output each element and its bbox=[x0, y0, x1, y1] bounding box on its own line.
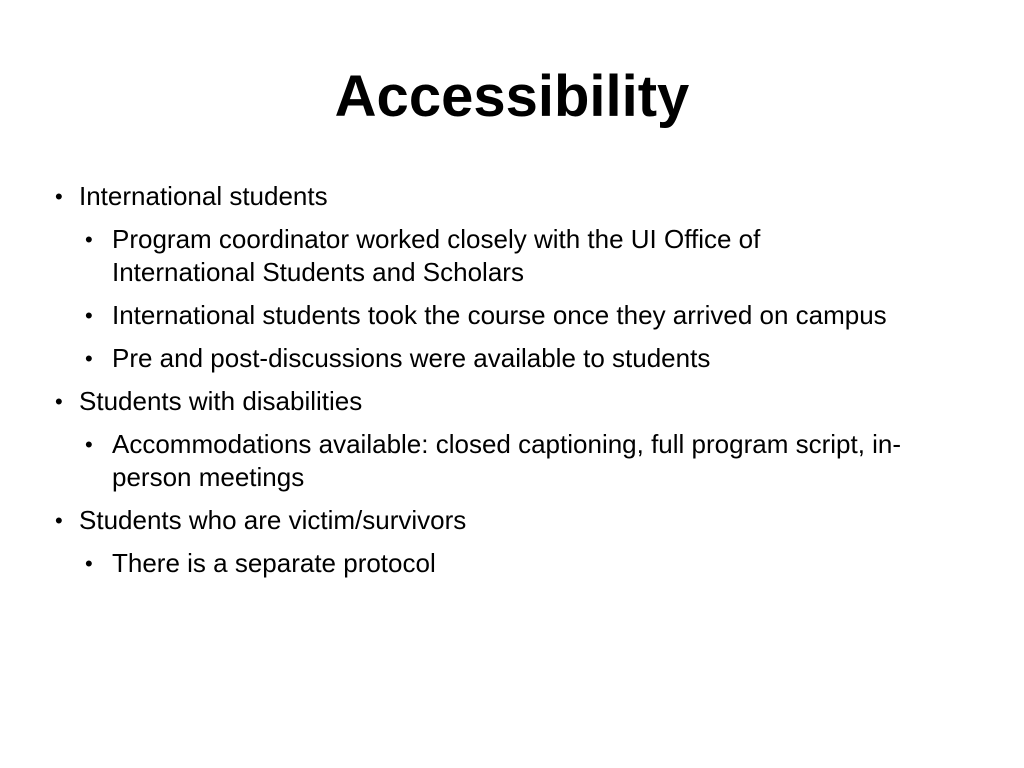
sub-bullet-list bbox=[79, 223, 950, 375]
bullet-icon: • bbox=[85, 227, 93, 252]
bullet-text: Students who are victim/survivors bbox=[79, 505, 467, 535]
bullet-text: Students with disabilities bbox=[79, 386, 363, 416]
bullet-icon: • bbox=[55, 184, 63, 209]
bullet-icon: • bbox=[85, 303, 93, 328]
bullet-icon: • bbox=[85, 346, 93, 371]
sub-bullet-text: There is a separate protocol bbox=[112, 548, 436, 578]
bullet-list bbox=[50, 180, 950, 590]
bullet-item-international-students bbox=[50, 180, 950, 375]
bullet-icon: • bbox=[55, 389, 63, 414]
sub-bullet-item bbox=[79, 299, 902, 332]
bullet-icon: • bbox=[85, 551, 93, 576]
sub-bullet-text: Program coordinator worked closely with the UI Office of International Students and Scholars bbox=[112, 224, 761, 287]
sub-bullet-list bbox=[79, 547, 950, 580]
sub-bullet-item bbox=[79, 428, 902, 494]
bullet-text: International students bbox=[79, 181, 328, 211]
sub-bullet-list bbox=[79, 428, 950, 494]
sub-bullet-text: International students took the course once they arrived on campus bbox=[112, 300, 887, 330]
bullet-item-victim-survivors bbox=[50, 504, 950, 580]
bullet-icon: • bbox=[55, 508, 63, 533]
sub-bullet-item bbox=[79, 547, 902, 580]
sub-bullet-text: Pre and post-discussions were available to students bbox=[112, 343, 711, 373]
sub-bullet-item bbox=[79, 342, 902, 375]
bullet-item-students-with-disabilities bbox=[50, 385, 950, 494]
slide-title: Accessibility bbox=[334, 64, 690, 129]
sub-bullet-item bbox=[79, 223, 902, 289]
bullet-icon: • bbox=[85, 432, 93, 457]
sub-bullet-text: Accommodations available: closed captioning, full program script, in-person meetings bbox=[112, 429, 902, 492]
